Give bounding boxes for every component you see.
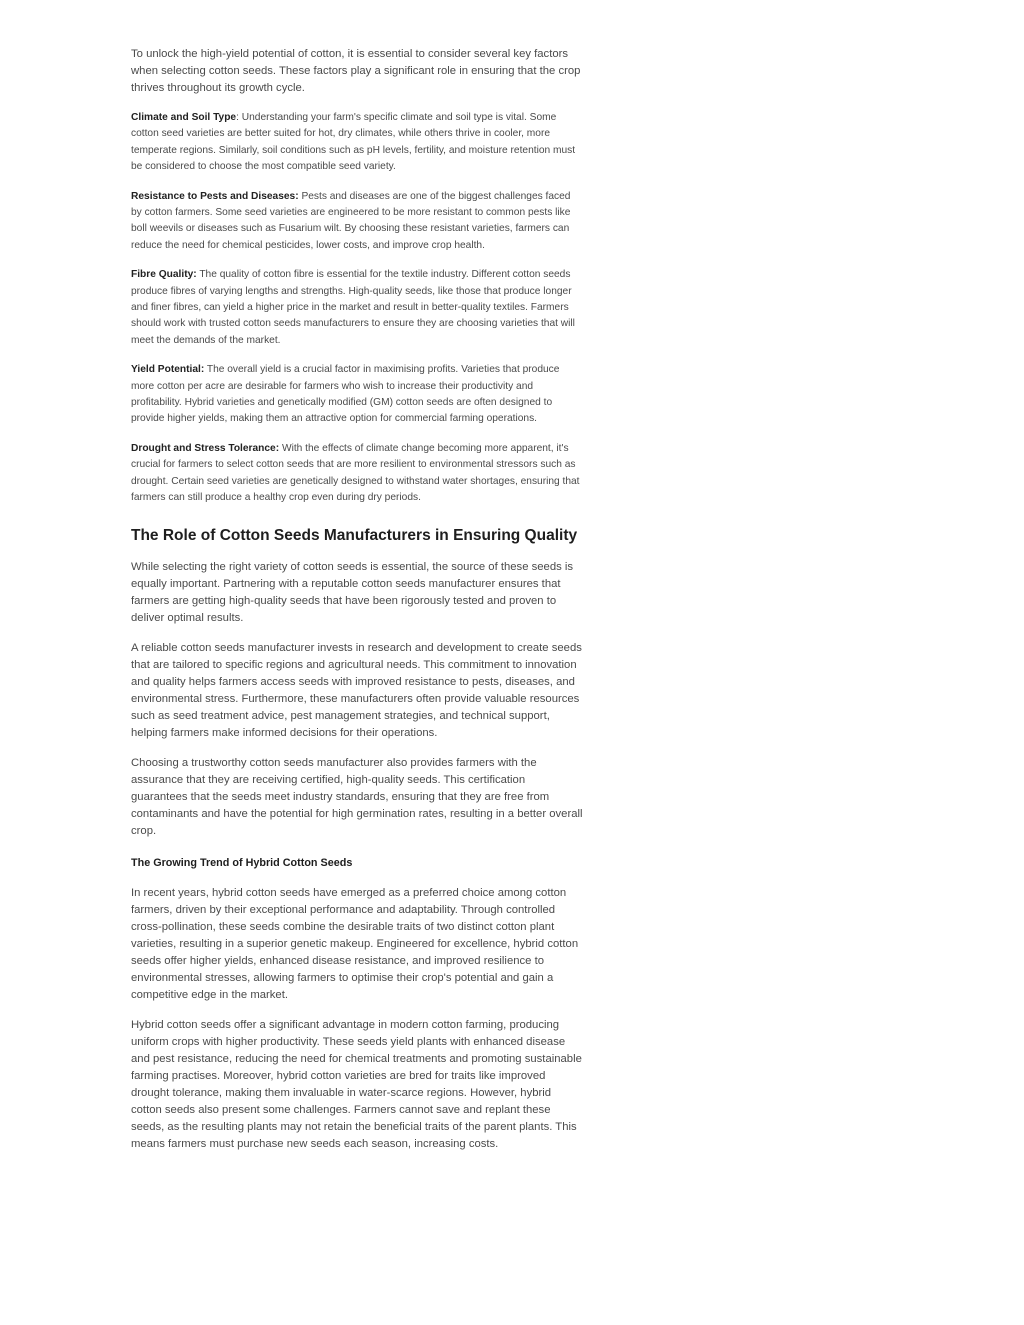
section-paragraph: A reliable cotton seeds manufacturer invests in research and development to create seeds that are tailored to specific regions and agricultural needs. This commitment to innovation and quality helps farmers access seeds with improved resistance to pests, diseases, and environmental stress. Furthermore, these manufacturers often provide valuable resources such as seed treatment advice, pest management strategies, and technical support, helping farmers make informed decisions for their operations. (131, 642, 582, 740)
section-heading: The Role of Cotton Seeds Manufacturers in Ensuring Quality (131, 527, 578, 545)
factor-fibre-quality (131, 267, 583, 348)
factor-label: Drought and Stress Tolerance: (131, 443, 280, 455)
factor-label: Climate and Soil Type (131, 112, 237, 123)
intro-paragraph: To unlock the high-yield potential of cotton, it is essential to consider several key factors when selecting cotton seeds. These factors play a significant role in ensuring that the crop thrives throughout its growth cycle. (131, 48, 581, 94)
subheading: The Growing Trend of Hybrid Cotton Seeds (131, 857, 353, 870)
factor-climate-soil (131, 110, 583, 175)
factor-text: With the effects of climate change becoming more apparent, it's crucial for farmers to select cotton seeds that are more resilient to environmental stressors such as drought. Certain seed varieties are genetically designed to withstand water shortages, ensuring that farmers can still produce a healthy crop even during dry periods. (131, 443, 580, 503)
factor-text: The overall yield is a crucial factor in maximising profits. Varieties that produce more cotton per acre are desirable for farmers who wish to increase their productivity and profitability. Hybrid varieties and genetically modified (GM) cotton seeds are often designed to provide higher yields, making them an attractive option for commercial farming operations. (131, 364, 560, 425)
factor-label: Yield Potential: (131, 364, 205, 376)
section-paragraph: While selecting the right variety of cotton seeds is essential, the source of these seeds is equally important. Partnering with a reputable cotton seeds manufacturer ensures that farmers are getting high-quality seeds that have been rigorously tested and proven to deliver optimal results. (131, 561, 574, 625)
section-paragraph: Choosing a trustworthy cotton seeds manufacturer also provides farmers with the assurance that they are receiving certified, high-quality seeds. This certification guarantees that the seeds meet industry standards, ensuring that they are free from contaminants and have the potential for high germination rates, resulting in a better overall crop. (131, 757, 583, 838)
factor-yield-potential (131, 362, 583, 427)
article-body (131, 46, 583, 1166)
factor-label: Resistance to Pests and Diseases: (131, 190, 299, 202)
hybrid-paragraph: Hybrid cotton seeds offer a significant advantage in modern cotton farming, producing uniform crops with higher productivity. These seeds yield plants with enhanced disease and pest resistance, reducing the need for chemical treatments and promoting sustainable farming practises. Moreover, hybrid cotton varieties are bred for traits like improved drought tolerance, making them invaluable in water-scarce regions. However, hybrid cotton seeds also present some challenges. Farmers cannot save and replant these seeds, as the resulting plants may not retain the beneficial traits of the parent plants. This means farmers must purchase new seeds each season, increasing costs. (131, 1019, 582, 1151)
factor-text: The quality of cotton fibre is essential for the textile industry. Different cotton seeds produce fibres of varying lengths and strengths. High-quality seeds, like those that produce longer and finer fibres, can yield a higher price in the market and result in better-quality textiles. Farmers should work with trusted cotton seeds manufacturers to ensure they are choosing varieties that will meet the demands of the market. (131, 269, 575, 346)
hybrid-paragraph: In recent years, hybrid cotton seeds have emerged as a preferred choice among cotton farmers, driven by their exceptional performance and adaptability. Through controlled cross-pollination, these seeds combine the desirable traits of two distinct cotton plant varieties, resulting in a superior genetic makeup. Engineered for excellence, hybrid cotton seeds offer higher yields, enhanced disease resistance, and improved resilience to environmental stresses, allowing farmers to optimise their crop's potential and gain a competitive edge in the market. (131, 887, 579, 1002)
factor-drought-tolerance (131, 441, 583, 506)
factor-pest-resistance (131, 189, 583, 254)
factor-text: Pests and diseases are one of the biggest challenges faced by cotton farmers. Some seed varieties are engineered to be more resistant to common pests like boll weevils or diseases such as Fusarium wilt. By choosing these resistant varieties, farmers can reduce the need for chemical pesticides, lower costs, and improve crop health. (131, 190, 571, 251)
factor-text: : Understanding your farm's specific climate and soil type is vital. Some cotton seed varieties are better suited for hot, dry climates, while others thrive in cooler, more temperate regions. Similarly, soil conditions such as pH levels, fertility, and moisture retention must be considered to choose the most compatible seed variety. (131, 112, 576, 172)
factor-label: Fibre Quality: (131, 269, 197, 281)
